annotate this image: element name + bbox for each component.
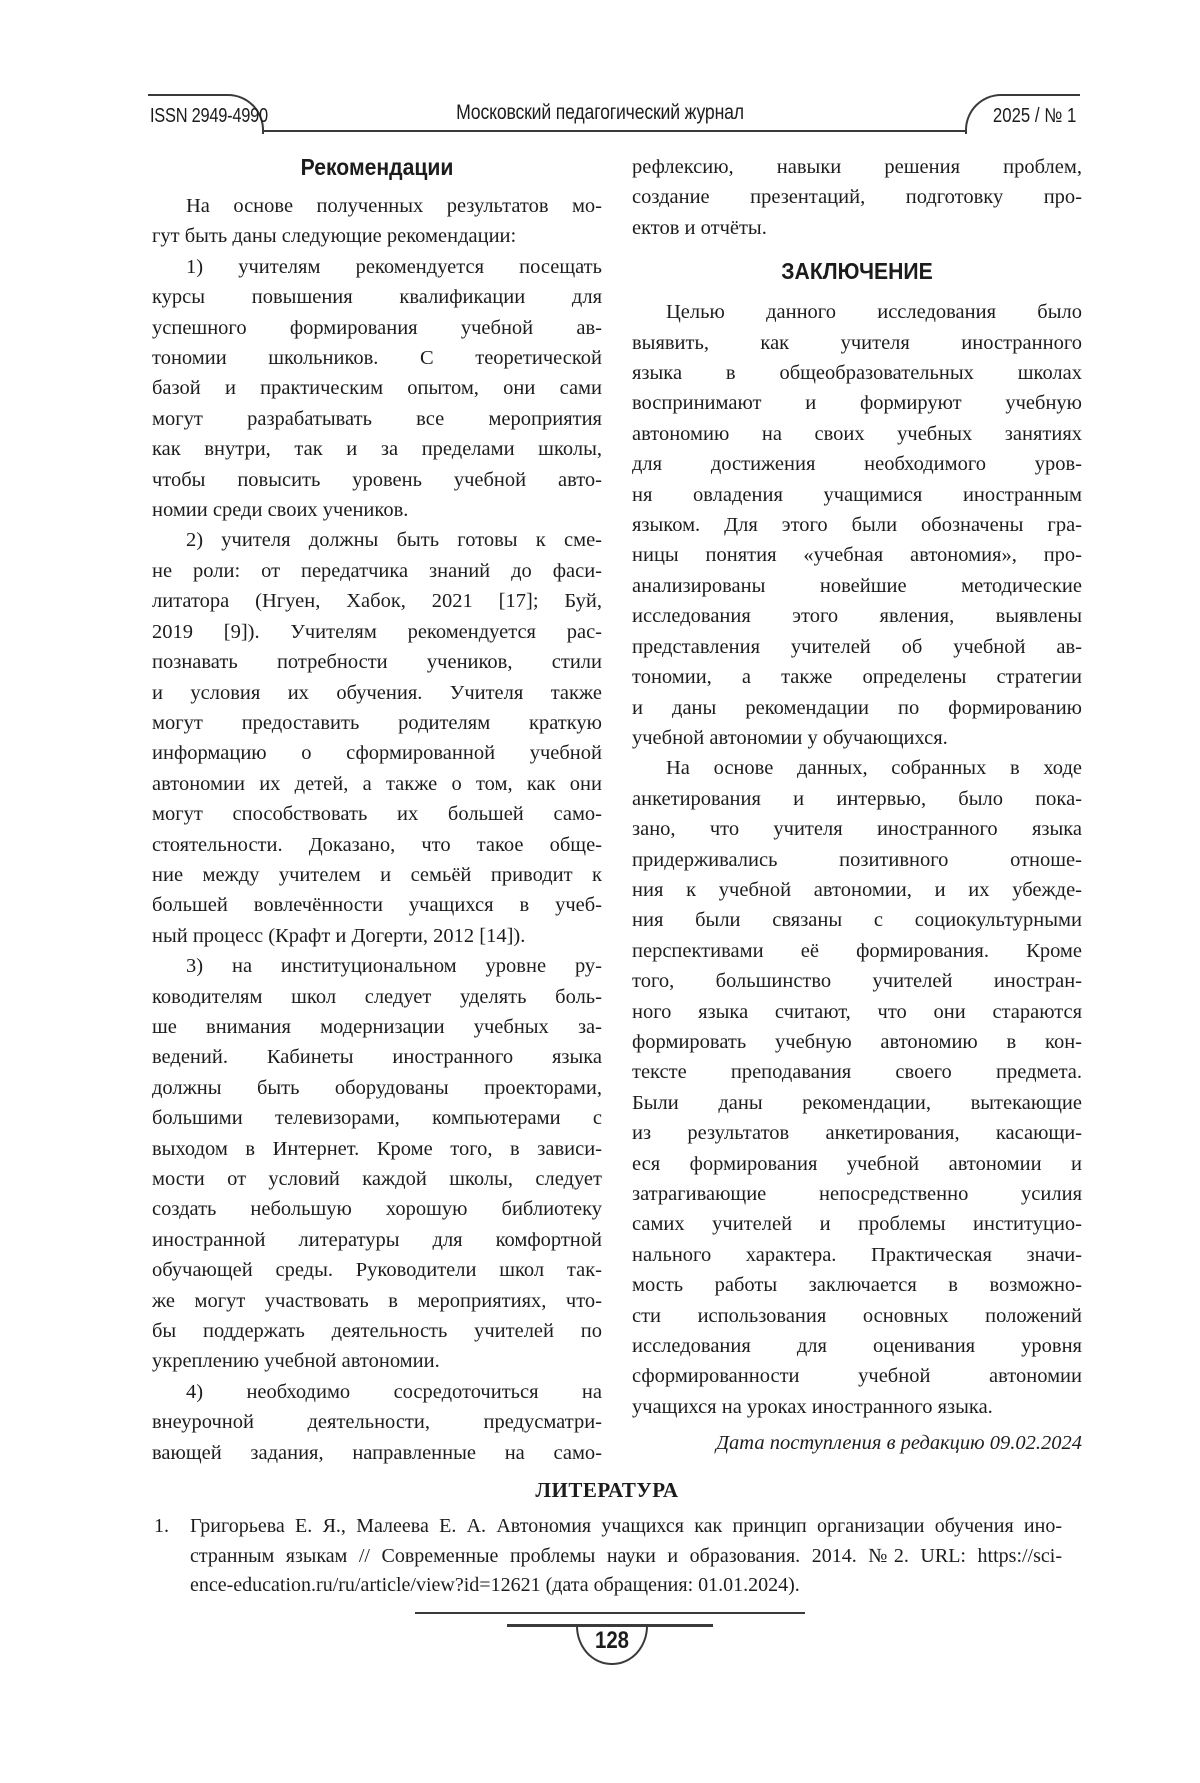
text-line: сформированности учебной автономии (632, 1365, 1082, 1388)
submission-date: Дата поступления в редакцию 09.02.2024 (716, 1432, 1082, 1455)
text-line: автономии их детей, а также о том, как они (152, 772, 602, 795)
text-line: 2019 [9]). Учителям рекомендуется рас- (152, 620, 602, 643)
text-line: анализированы новейшие методические (632, 574, 1082, 597)
text-line: На основе данных, собранных в ходе (666, 757, 1082, 780)
paragraph (152, 252, 602, 526)
text-line: ня овладения учащимися иностранным (632, 483, 1082, 506)
page-number-ornament (576, 1626, 648, 1665)
text-line: еся формирования учебной автономии и (632, 1152, 1082, 1175)
text-line: Целью данного исследования было (666, 301, 1082, 324)
text-line: познавать потребности учеников, стили (152, 651, 602, 674)
text-line: формировать учебную автономию в кон- (632, 1030, 1082, 1053)
text-line: иностранной литературы для комфортной (152, 1228, 602, 1251)
text-line: воспринимают и формируют учебную (632, 392, 1082, 415)
text-line: анкетирования и интервью, было пока- (632, 787, 1082, 810)
header-rule (262, 130, 965, 132)
text-line: зано, что учителя иностранного языка (632, 818, 1082, 841)
text-line: информацию о сформированной учебной (152, 742, 602, 765)
text-line: самих учителей и проблемы институцио- (632, 1213, 1082, 1236)
literature-heading: ЛИТЕРАТУРА (535, 1478, 679, 1502)
text-line: автономию на своих учебных занятиях (632, 422, 1082, 445)
text-line: должны быть оборудованы проекторами, (152, 1076, 602, 1099)
text-line: ницы понятия «учебная автономия», про- (632, 544, 1082, 567)
text-line: создать небольшую хорошую библиотеку (152, 1198, 602, 1221)
issue-label: 2025 / № 1 (992, 105, 1076, 127)
paragraph (152, 191, 602, 252)
text-line: и даны рекомендации по формированию (632, 696, 1082, 719)
text-line: для достижения необходимого уров- (632, 453, 1082, 476)
reference-number: 1. (154, 1515, 169, 1537)
paragraph (152, 525, 602, 951)
text-line: внеурочной деятельности, предусматри- (152, 1411, 602, 1434)
text-line: могут предоставить родителям краткую (152, 711, 602, 734)
text-line: ние между учителем и семьёй приводит к (152, 863, 602, 886)
text-line: базой и практическим опытом, они сами (152, 377, 602, 400)
text-line: 1) учителям рекомендуется посещать (186, 255, 602, 278)
text-line: Были даны рекомендации, вытекающие (632, 1091, 1082, 1114)
text-line: ного языка считают, что они стараются (632, 1000, 1082, 1023)
text-line: придерживались позитивного отноше- (632, 848, 1082, 871)
text-line: бы поддержать деятельность учителей по (152, 1320, 602, 1343)
literature-list (152, 1512, 1062, 1601)
section-heading-conclusion: ЗАКЛЮЧЕНИЕ (781, 258, 933, 285)
text-line: 2) учителя должны быть готовы к сме- (186, 529, 602, 552)
left-column (152, 152, 602, 1468)
text-line: сти использования основных положений (632, 1304, 1082, 1327)
text-line: из результатов анкетирования, касающи- (632, 1122, 1082, 1145)
text-line: исследования этого явления, выявлены (632, 605, 1082, 628)
journal-title: Московский педагогический журнал (456, 101, 744, 124)
text-line: того, большинство учителей иностран- (632, 970, 1082, 993)
text-line: исследования для оценивания уровня (632, 1335, 1082, 1358)
text-line: нального характера. Практическая значи- (632, 1243, 1082, 1266)
text-line: 4) необходимо сосредоточиться на (186, 1380, 602, 1403)
text-line: ния были связаны с социокультурными (632, 909, 1082, 932)
reference-item (152, 1512, 1062, 1601)
text-line: ный процесс (Крафт и Догерти, 2012 [14]). (152, 924, 526, 947)
text-line: мость работы заключается в возможно- (632, 1274, 1082, 1297)
text-line: тономии школьников. С теоретической (152, 347, 602, 370)
section-heading-recommendations: Рекомендации (300, 154, 454, 180)
text-line: перспективами её формирования. Кроме (632, 939, 1082, 962)
text-line: учебной автономии у обучающихся. (632, 726, 948, 749)
paragraph (632, 753, 1082, 1422)
text-line: учащихся на уроках иностранного языка. (632, 1395, 993, 1418)
text-line: укреплению учебной автономии. (152, 1350, 440, 1373)
paragraph (632, 297, 1082, 753)
reference-line: ence-education.ru/ru/article/view?id=12621 (дата обращения: 01.01.2024). (190, 1574, 800, 1596)
page-number: 128 (594, 1627, 630, 1654)
text-line: обучающей среды. Руководители школ так- (152, 1259, 602, 1282)
text-line: ше внимания модернизации учебных за- (152, 1015, 602, 1038)
text-line: могут способствовать их большей само- (152, 803, 602, 826)
right-column-intro (632, 152, 1082, 243)
text-line: тономии, а также определены стратегии (632, 666, 1082, 689)
text-line: не роли: от передатчика знаний до фаси- (152, 559, 602, 582)
text-line: создание презентаций, подготовку про- (632, 186, 1082, 209)
text-line: большими телевизорами, компьютерами с (152, 1107, 602, 1130)
text-line: успешного формирования учебной ав- (152, 316, 602, 339)
text-line: могут разрабатывать все мероприятия (152, 407, 602, 430)
text-line: 3) на институциональном уровне ру- (186, 955, 602, 978)
text-line: гут быть даны следующие рекомендации: (152, 225, 517, 248)
header-right-tab (965, 94, 1080, 134)
text-line: большей вовлечённости учащихся в учеб- (152, 894, 602, 917)
text-line: ектов и отчёты. (632, 216, 767, 239)
text-line: языка в общеобразовательных школах (632, 362, 1082, 385)
reference-line: странным языкам // Современные проблемы науки и образования. 2014. №2. URL: https://sci- (190, 1544, 1062, 1567)
text-line: вающей задания, направленные на само- (152, 1441, 602, 1464)
text-line: выходом в Интернет. Кроме того, в зависи- (152, 1137, 602, 1160)
text-line: ководителям школ следует уделять боль- (152, 985, 602, 1008)
text-line: стоятельности. Доказано, что такое обще- (152, 833, 602, 856)
text-line: ния к учебной автономии, и их убежде- (632, 878, 1082, 901)
text-line: представления учителей об учебной ав- (632, 635, 1082, 658)
text-line: На основе полученных результатов мо- (186, 195, 602, 217)
text-line: как внутри, так и за пределами школы, (152, 438, 602, 461)
left-column-paragraphs (152, 191, 602, 1468)
paragraph (152, 951, 602, 1377)
text-line: мости от условий каждой школы, следует (152, 1168, 602, 1190)
issn-label: ISSN 2949-4990 (150, 105, 268, 127)
text-line: затрагивающие непосредственно усилия (632, 1183, 1082, 1205)
text-line: рефлексию, навыки решения проблем, (632, 156, 1082, 178)
text-line: чтобы повысить уровень учебной авто- (152, 468, 602, 491)
paragraph (152, 1377, 602, 1468)
right-column (632, 152, 1082, 1459)
text-line: же могут участвовать в мероприятиях, что- (152, 1289, 602, 1312)
text-line: номии среди своих учеников. (152, 499, 409, 522)
text-line: тексте преподавания своего предмета. (632, 1061, 1082, 1084)
text-line: курсы повышения квалификации для (152, 286, 602, 309)
paragraph (632, 152, 1082, 243)
footer-rule-long (415, 1612, 805, 1614)
text-line: языком. Для этого были обозначены гра- (632, 514, 1082, 537)
text-line: литатора (Нгуен, Хабок, 2021 [17]; Буй, (152, 590, 602, 613)
text-line: ведений. Кабинеты иностранного языка (152, 1046, 602, 1069)
right-column-paragraphs (632, 297, 1082, 1422)
literature-section (152, 1478, 1062, 1601)
text-line: выявить, как учителя иностранного (632, 331, 1082, 354)
text-line: и условия их обучения. Учителя также (152, 681, 602, 704)
reference-line: Григорьева Е. Я., Малеева Е. А. Автономия учащихся как принцип организации обучения ино- (190, 1515, 1062, 1537)
